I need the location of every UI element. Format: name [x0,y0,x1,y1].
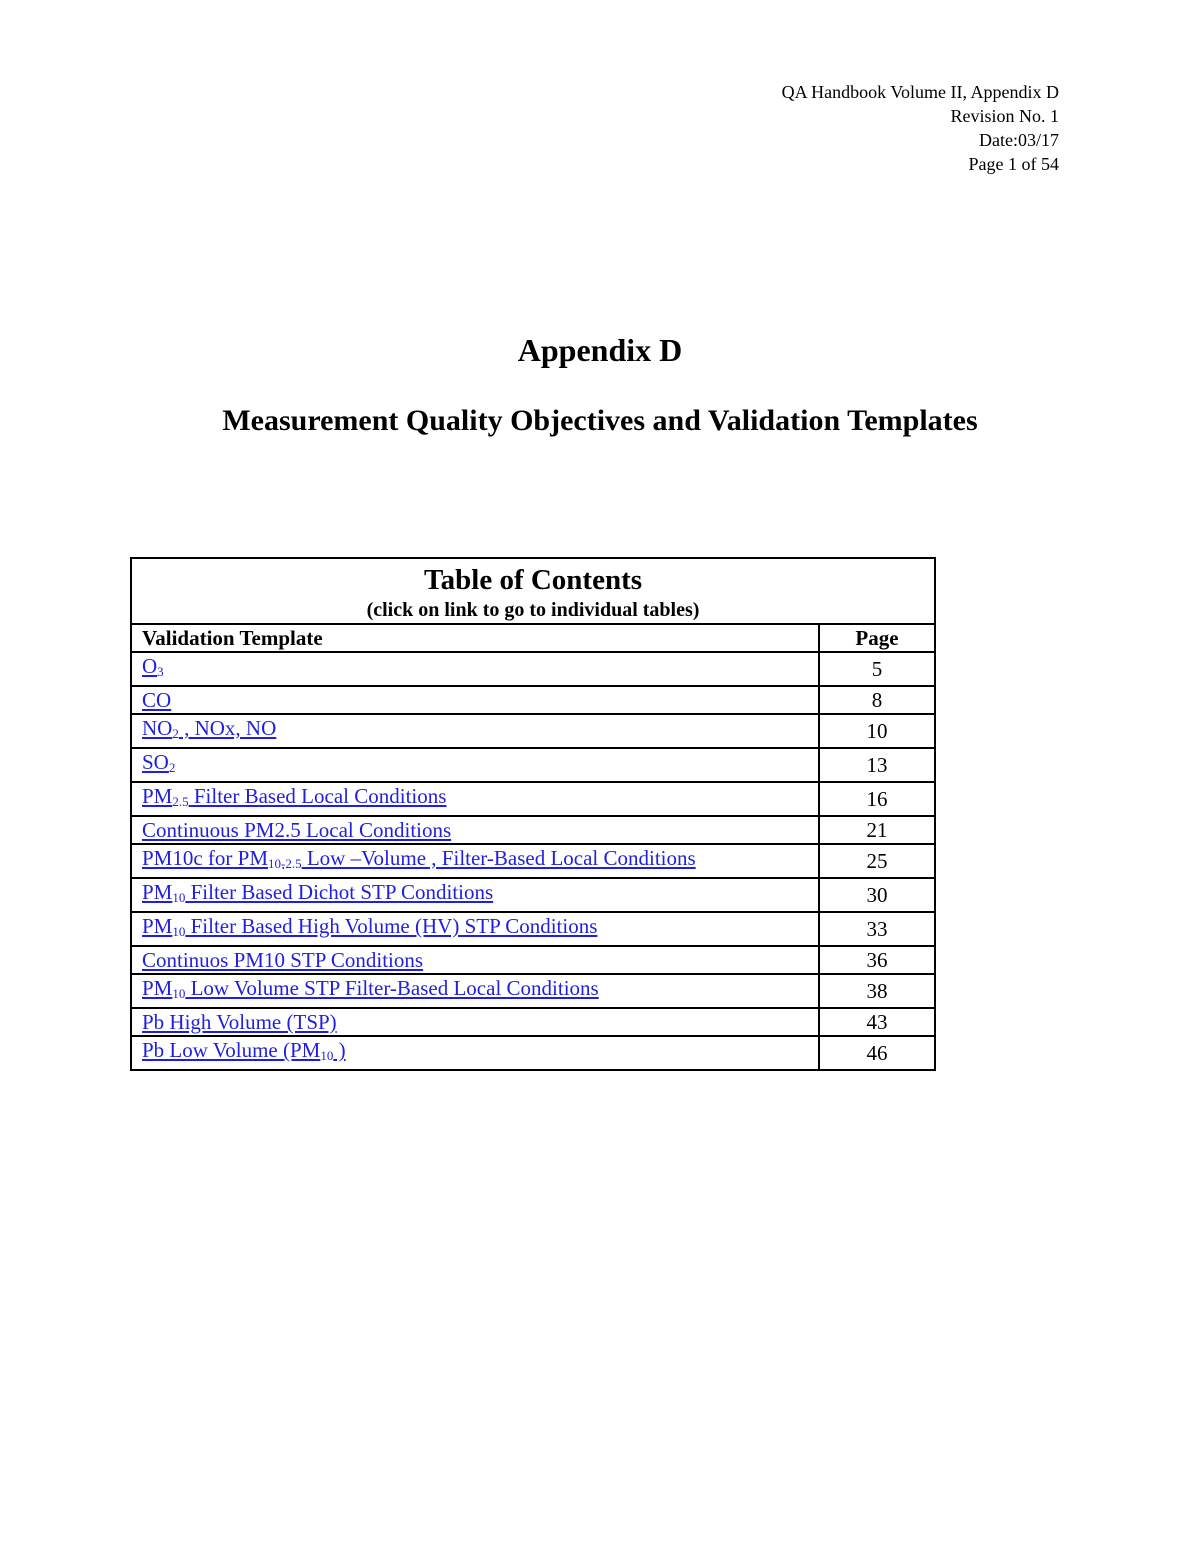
toc-template-cell [131,1008,819,1036]
toc-page-number: 8 [819,686,935,714]
table-row [131,652,935,686]
toc-link[interactable] [142,1010,337,1034]
toc-link-text: PM [142,784,173,808]
toc-link-text: PM [142,914,173,938]
toc-template-cell [131,946,819,974]
toc-template-cell [131,1036,819,1070]
toc-page-number: 33 [819,912,935,946]
toc-page-number: 5 [819,652,935,686]
toc-template-cell [131,652,819,686]
toc-link-text: PM [142,880,173,904]
toc-link-text: SO [142,750,169,774]
table-row [131,974,935,1008]
toc-link-subscript: 3 [157,664,164,679]
appendix-title: Appendix D [517,332,683,368]
toc-link-subscript: 10 [320,1048,334,1063]
toc-link-text: PM10c for PM [142,846,269,870]
toc-link[interactable] [142,976,599,1000]
table-row [131,878,935,912]
toc-link-text: Continuous PM2.5 Local Conditions [142,818,452,842]
toc-link[interactable] [142,654,164,678]
toc-link-text: O [142,654,158,678]
toc-template-cell [131,912,819,946]
toc-link[interactable] [142,784,446,808]
toc-template-cell [131,974,819,1008]
toc-template-cell [131,714,819,748]
column-header-template: Validation Template [131,624,819,652]
toc-link[interactable] [142,716,276,740]
table-row [131,686,935,714]
toc-link-text: Low –Volume , Filter-Based Local Conditions [301,846,696,870]
toc-header-row [131,624,935,652]
toc-link-text: Continuos PM10 STP Conditions [142,948,424,972]
toc-link-subscript: 10-2.5 [268,856,302,871]
table-row [131,1036,935,1070]
toc-link-text: Pb Low Volume (PM [142,1038,321,1062]
running-header [782,80,1059,176]
toc-page-number: 46 [819,1036,935,1070]
table-row [131,782,935,816]
toc-template-cell [131,686,819,714]
toc-link[interactable] [142,948,423,972]
toc-link-text: Filter Based Dichot STP Conditions [185,880,494,904]
toc-page-number: 16 [819,782,935,816]
toc-page-number: 36 [819,946,935,974]
toc-subtitle: (click on link to go to individual tables) [366,599,700,621]
toc-link-subscript: 10 [172,924,186,939]
table-row [131,714,935,748]
toc-link[interactable] [142,846,696,870]
toc-caption [131,558,935,624]
toc-link-text: ) [333,1038,346,1062]
toc-link-text: NO [142,716,173,740]
toc-link-subscript: 2.5 [172,794,189,809]
header-page-number: Page 1 of 54 [968,154,1059,174]
toc-page-number: 25 [819,844,935,878]
toc-page-number: 10 [819,714,935,748]
table-row [131,946,935,974]
toc-link[interactable] [142,1038,346,1062]
table-row [131,844,935,878]
table-of-contents [130,557,936,1071]
toc-page-number: 21 [819,816,935,844]
toc-link[interactable] [142,914,597,938]
table-row [131,816,935,844]
document-title: Measurement Quality Objectives and Validation Templates [222,404,978,437]
toc-link-subscript: 2 [172,726,179,741]
table-row [131,912,935,946]
toc-page-number: 13 [819,748,935,782]
toc-link-text: Low Volume STP Filter-Based Local Conditions [185,976,599,1000]
toc-template-cell [131,782,819,816]
toc-link-text: Filter Based High Volume (HV) STP Conditions [185,914,598,938]
toc-page-number: 30 [819,878,935,912]
toc-link[interactable] [142,688,171,712]
toc-template-cell [131,844,819,878]
toc-link[interactable] [142,818,451,842]
toc-link-text: Filter Based Local Conditions [188,784,447,808]
toc-page-number: 38 [819,974,935,1008]
toc-link-text: Pb High Volume (TSP) [142,1010,337,1034]
toc-body [131,652,935,1070]
column-header-page: Page [819,624,935,652]
toc-link-subscript: 10 [172,890,186,905]
header-document-name: QA Handbook Volume II, Appendix D [781,82,1059,102]
toc-link[interactable] [142,750,175,774]
toc-template-cell [131,878,819,912]
table-row [131,748,935,782]
toc-template-cell [131,748,819,782]
toc-caption-row [131,558,935,624]
header-revision: Revision No. 1 [950,106,1059,126]
toc-link-text: CO [142,688,172,712]
toc-link-subscript: 10 [172,986,186,1001]
toc-title: Table of Contents [423,564,643,596]
table-row [131,1008,935,1036]
header-date: Date:03/17 [979,130,1059,150]
toc-link[interactable] [142,880,493,904]
toc-link-text: PM [142,976,173,1000]
toc-template-cell [131,816,819,844]
toc-page-number: 43 [819,1008,935,1036]
toc-link-text: , NOx, NO [178,716,277,740]
toc-link-subscript: 2 [168,760,176,775]
